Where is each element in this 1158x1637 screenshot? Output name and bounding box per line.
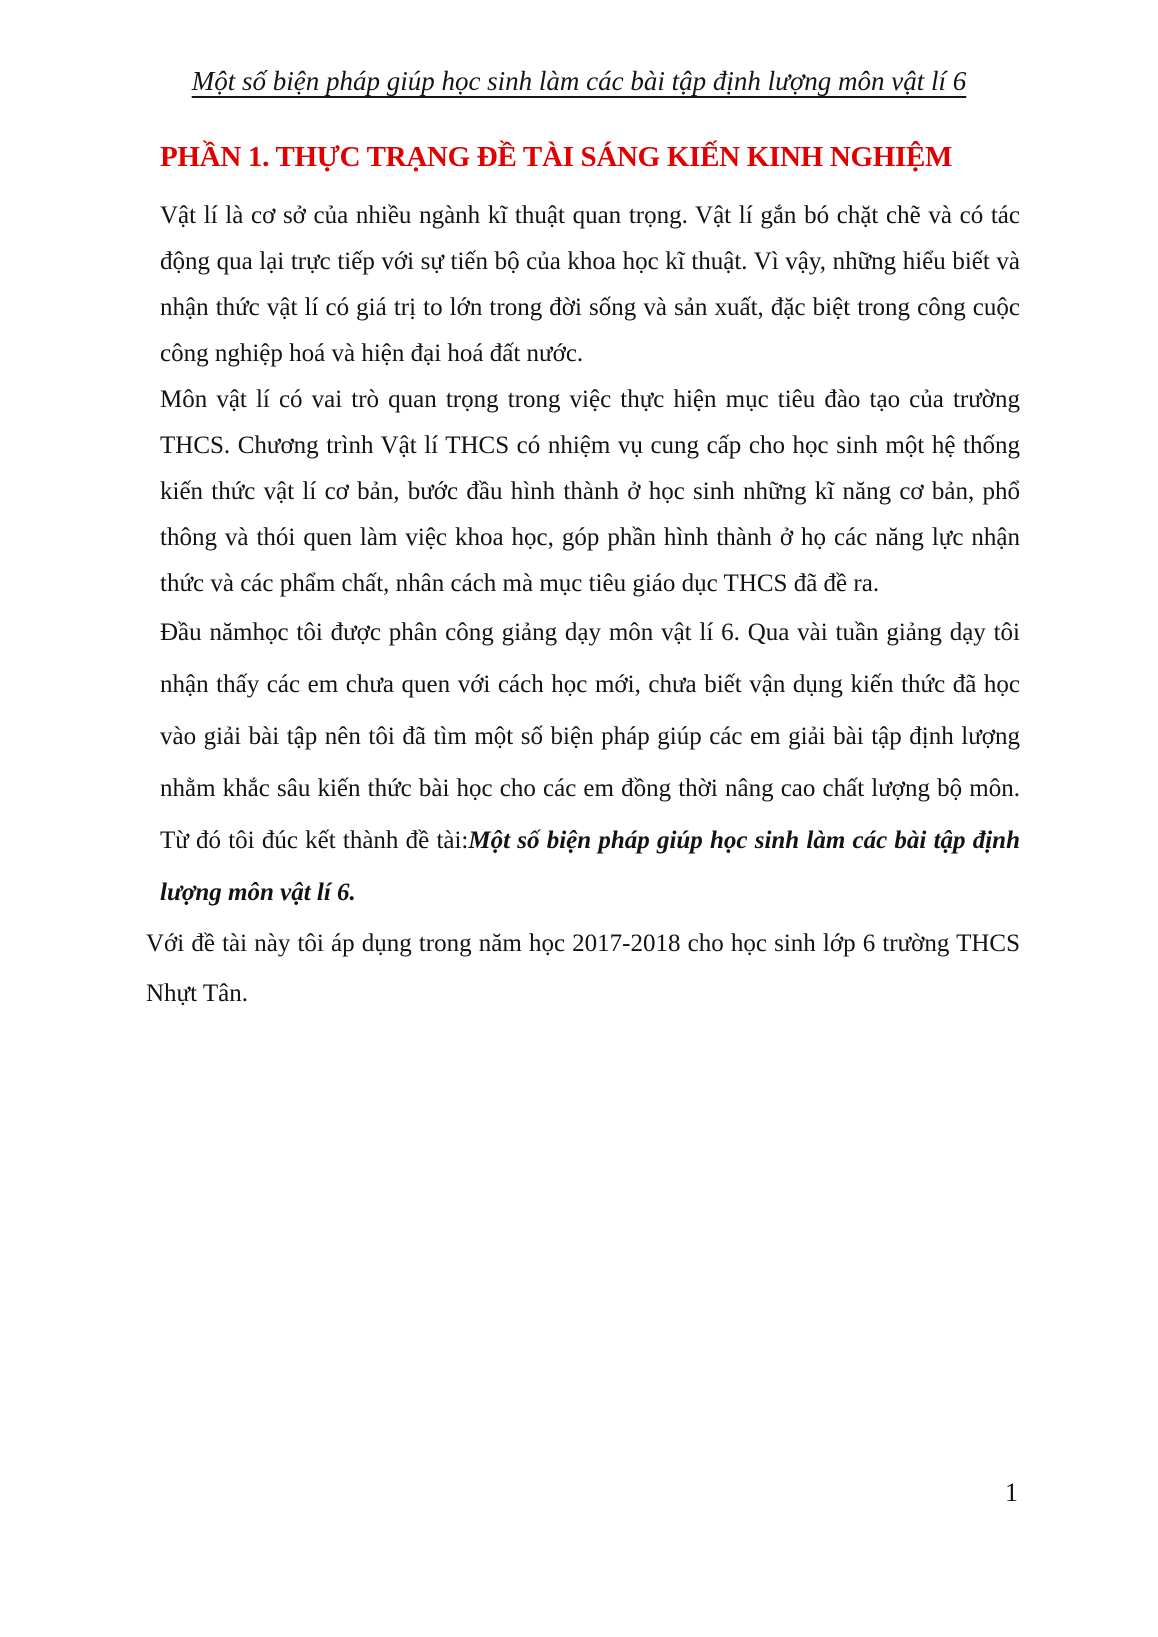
running-header-title: Một số biện pháp giúp học sinh làm các bài tập định lượng môn vật lí 6 [191, 66, 967, 96]
paragraph-application-scope: Với đề tài này tôi áp dụng trong năm học 2017-2018 cho học sinh lớp 6 trường THCS Nhựt Tân. [146, 930, 1020, 1007]
running-header [80, 64, 1078, 103]
paragraph-motivation-lead: Đầu nămhọc tôi được phân công giảng dạy môn vật lí 6. Qua vài tuần giảng dạy tôi nhận thấy các em chưa quen với cách học mới, chưa biết vận dụng kiến thức đã học vào giải bài tập nên tôi đã tìm một số biện pháp giúp các em giải bài tập định lượng nhằm khắc sâu kiến thức bài học cho các em đồng thời nâng cao chất lượng bộ môn. Từ đó tôi đúc kết thành đề tài: [160, 619, 1020, 854]
paragraph-intro-physics: Vật lí là cơ sở của nhiều ngành kĩ thuật quan trọng. Vật lí gắn bó chặt chẽ và có tác động qua lại trực tiếp với sự tiến bộ của khoa học kĩ thuật. Vì vậy, những hiểu biết và nhận thức vật lí có giá trị to lớn trong đời sống và sản xuất, đặc biệt trong công cuộc công nghiệp hoá và hiện đại hoá đất nước. [160, 202, 1020, 367]
paragraph-role-of-physics: Môn vật lí có vai trò quan trọng trong việc thực hiện mục tiêu đào tạo của trường THCS. Chương trình Vật lí THCS có nhiệm vụ cung cấp cho học sinh một hệ thống kiến thức vật lí cơ bản, bước đầu hình thành ở học sinh những kĩ năng cơ bản, phổ thông và thói quen làm việc khoa học, góp phần hình thành ở họ các năng lực nhận thức và các phẩm chất, nhân cách mà mục tiêu giáo dục THCS đã đề ra. [160, 386, 1020, 597]
topic-title-emphasis: Một số biện pháp giúp học sinh làm các bài tập định lượng môn vật lí 6. [160, 827, 1020, 906]
section-heading: PHẦN 1. THỰC TRẠNG ĐỀ TÀI SÁNG KIẾN KINH NGHIỆM [160, 141, 953, 173]
page-number: 1 [1005, 1478, 1018, 1507]
paragraph-motivation [160, 607, 1020, 919]
